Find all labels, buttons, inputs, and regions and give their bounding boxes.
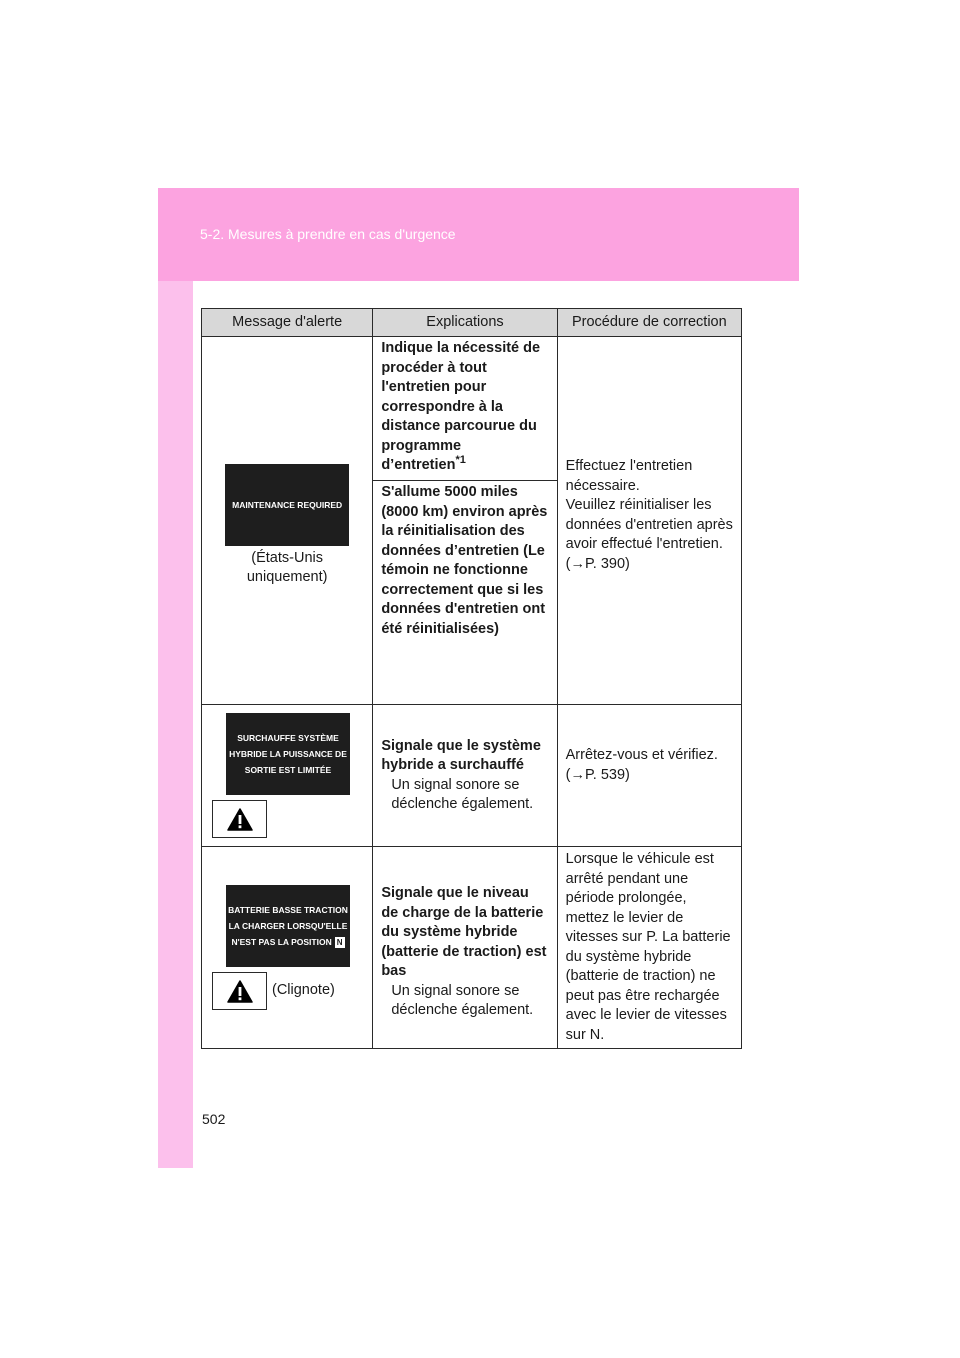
maintenance-screen-image [225, 464, 349, 546]
procedure-text: Lorsque le véhicule est arrêté pendant une période prolongée, mettez le levier de vitesses sur P. La batterie du système hybride (batterie de traction) ne peut pas être rechargée avec le levier de vitesses sur N. [565, 851, 731, 1043]
warning-triangle-icon [227, 980, 253, 1003]
warning-row [212, 972, 335, 1010]
screen-text: BATTERIE BASSE TRACTION [228, 905, 348, 915]
blink-caption: (Clignote) [272, 982, 335, 999]
message-cell-overheat [202, 705, 373, 847]
table-header-row [202, 309, 742, 337]
explanation-subtext: Un signal sonore se déclenche également. [391, 776, 534, 812]
screen-text [231, 934, 344, 950]
procedure-cell [557, 705, 741, 847]
message-caption [247, 549, 328, 588]
screen-text-part: N'EST PAS LA POSITION [231, 937, 332, 947]
procedure-cell [557, 337, 741, 705]
warning-indicator [212, 972, 267, 1010]
procedure-text-part: Veuillez réinitialiser les données d'entretien après avoir effectué l'entretien. ( [565, 497, 733, 572]
screen-text: MAINTENANCE REQUIRED [232, 499, 343, 510]
page-reference-link[interactable]: P. 539) [584, 766, 630, 783]
caption-line: (États-Unis [251, 549, 323, 566]
column-header-explanations: Explications [373, 309, 557, 337]
explanation-cell [373, 337, 557, 481]
page-reference-link[interactable]: P. 390) [584, 555, 630, 572]
explanation-title: Signale que le système hybride a surchauffé [381, 737, 541, 773]
procedure-text [566, 766, 733, 786]
section-header [158, 188, 799, 281]
explanation-cell [373, 847, 557, 1049]
explanation-text: Indique la nécessité de procéder à tout l'entretien pour correspondre à la distance parcourue du programme d’entretien [381, 340, 541, 473]
procedure-text: Effectuez l'entretien nécessaire. [565, 458, 693, 494]
procedure-text: Arrêtez-vous et vérifiez. [565, 747, 718, 763]
table-row [202, 847, 742, 1049]
overheat-screen-image [226, 713, 350, 795]
arrow-right-icon: → [570, 766, 585, 783]
page-number: 502 [202, 1111, 226, 1127]
screen-text: HYBRIDE LA PUISSANCE DE [229, 749, 347, 759]
message-cell-battery [202, 847, 373, 1049]
procedure-text [566, 496, 733, 574]
warning-message-table [201, 308, 742, 1049]
screen-text: SORTIE EST LIMITÉE [244, 765, 332, 775]
warning-indicator [212, 800, 267, 838]
warning-triangle-icon [227, 808, 253, 831]
table-row [202, 705, 742, 847]
footnote-marker: *1 [455, 454, 466, 467]
message-cell-maintenance [202, 337, 373, 705]
explanation-cell [373, 705, 557, 847]
arrow-right-icon: → [570, 555, 585, 572]
section-title: 5-2. Mesures à prendre en cas d'urgence [200, 226, 456, 242]
explanation-title: Signale que le niveau de charge de la batterie du système hybride (batterie de traction) est bas [381, 885, 547, 980]
screen-text: LA CHARGER LORSQU'ELLE [228, 921, 348, 931]
screen-text: SURCHAUFFE SYSTÈME [237, 733, 339, 743]
column-header-procedure: Procédure de correction [557, 309, 741, 337]
side-strip [158, 281, 193, 1168]
procedure-cell [557, 847, 741, 1049]
explanation-text: S'allume 5000 miles (8000 km) environ après la réinitialisation des données d’entretien (Le témoin ne fonctionne correctement que si les données d'entretien ont été réinitialisées) [381, 484, 548, 637]
table-row [202, 337, 742, 481]
procedure-text-part: ( [565, 766, 571, 783]
explanation-cell [373, 481, 557, 705]
gear-n-badge: N [336, 938, 343, 947]
explanation-subtext: Un signal sonore se déclenche également. [391, 982, 534, 1019]
caption-line: uniquement) [246, 569, 328, 585]
column-header-message: Message d'alerte [202, 309, 373, 337]
battery-screen-image [226, 885, 350, 967]
